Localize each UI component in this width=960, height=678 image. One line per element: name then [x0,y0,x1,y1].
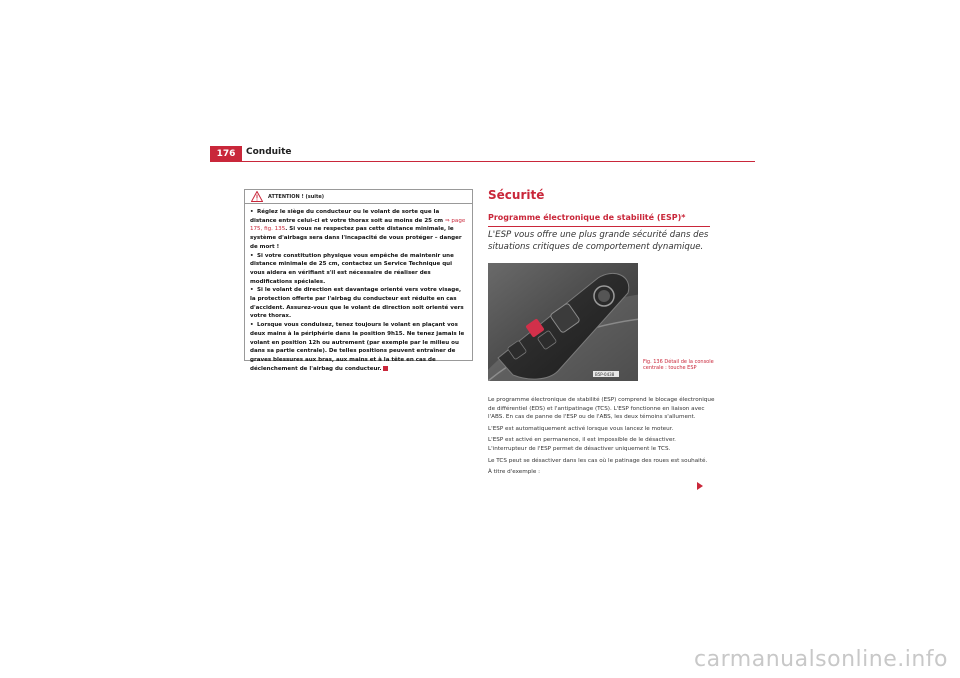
bullet-icon: • [250,209,254,215]
next-page-arrow-icon[interactable] [697,482,703,490]
warning-item-text: Lorsque vous conduisez, tenez toujours le volant en plaçant vos deux mains à la périphérie dans la position 9h15. Ne tenez jamais le volant en position 12h ou autrement (par exemple par le milieu ou dans sa partie centrale). De telles positions peuvent entraîner de graves blessures aux bras, aux mains et à la tête en cas de déclenchement de l'airbag du conducteur. [250,322,465,372]
warning-header [245,190,472,204]
bullet-icon: • [250,322,254,329]
end-of-section-icon [383,366,388,371]
page-reference-link[interactable]: ⇒ page 175, fig. 135 [250,217,466,233]
bullet-icon: • [250,287,254,294]
figure-code: B5P-0438 [595,372,615,377]
warning-item-text: . Si vous ne respectez pas cette distance minimale, le système d'airbags sera dans l'incapacité de vous protéger – danger de mort ! [250,226,462,250]
warning-box [244,189,473,372]
main-title: Sécurité [488,188,545,202]
warning-body [245,204,472,373]
esp-console-figure [488,263,638,381]
page-number: 176 [210,146,242,162]
warning-title: ATTENTION ! (suite) [268,193,325,200]
warning-item-text: Réglez le siège du conducteur ou le volant de sorte que la distance entre celui-ci et votre thorax soit au moins de 25 cm [250,209,445,224]
paragraph: Le TCS peut se désactiver dans les cas où le patinage des roues est souhaité. [488,457,708,464]
section-title: Conduite [246,147,292,157]
intro-text: L'ESP vous offre une plus grande sécurité dans des situations critiques de comportement dynamique. [488,230,709,252]
warning-item [250,252,467,287]
warning-item [250,286,467,321]
watermark: carmanualsonline.info [694,647,948,672]
sub-title-rule [488,226,710,227]
paragraph: L'ESP est activé en permanence, il est impossible de le désactiver. L'interrupteur de l'ESP permet de désactiver uniquement le TCS. [488,437,676,452]
warning-item [250,321,467,373]
figure-caption: Fig. 136 Détail de la console centrale : touche ESP [643,359,714,371]
paragraph: L'ESP est automatiquement activé lorsque vous lancez le moteur. [488,425,674,432]
warning-item [250,208,467,252]
body-text [488,396,716,480]
paragraph: Le programme électronique de stabilité (ESP) comprend le blocage électronique de différentiel (EDS) et l'antipatinage (TCS). L'ESP fonctionne en liaison avec l'ABS. En cas de panne de l'ESP ou de l'ABS, les deux témoins s'allument. [488,397,715,420]
bullet-icon: • [250,252,254,259]
header-rule [210,161,755,162]
warning-item-text: Si votre constitution physique vous empêche de maintenir une distance minimale de 25 cm, contactez un Service Technique qui vous aidera en vérifiant s'il est nécessaire de réaliser des modifications spéciales. [250,252,454,285]
esp-console-image [488,263,638,381]
paragraph: À titre d'exemple : [488,469,541,476]
warning-triangle-icon [251,191,263,202]
sub-title: Programme électronique de stabilité (ESP)* [488,213,686,222]
warning-item-text: Si le volant de direction est davantage orienté vers votre visage, la protection offerte par l'airbag du conducteur est réduite en cas d'accident. Assurez-vous que le volant de direction soit orienté vers votre thorax. [250,287,464,320]
